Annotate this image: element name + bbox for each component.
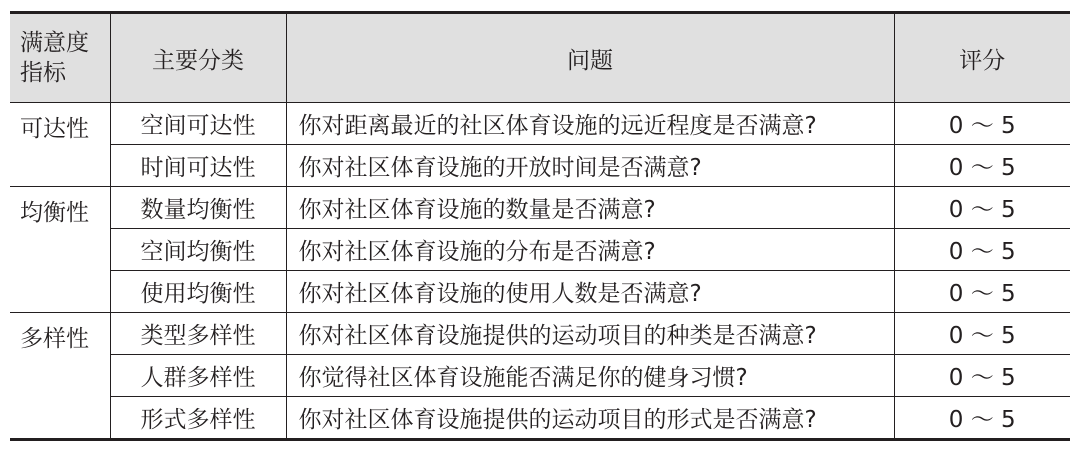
index-cell: 多样性 xyxy=(10,313,110,440)
question-cell: 你对社区体育设施的使用人数是否满意? xyxy=(286,271,894,313)
question-cell: 你对距离最近的社区体育设施的远近程度是否满意? xyxy=(286,103,894,145)
question-cell: 你对社区体育设施提供的运动项目的形式是否满意? xyxy=(286,397,894,440)
score-cell: 0 ～ 5 xyxy=(948,407,1016,433)
score-cell: 0 ～ 5 xyxy=(894,145,1070,187)
score-cell: 0 ～ 5 xyxy=(894,271,1070,313)
table-row xyxy=(10,355,1070,397)
header-category: 主要分类 xyxy=(110,13,286,103)
header-index xyxy=(10,13,110,103)
table-row xyxy=(10,271,1070,313)
question-cell: 你对社区体育设施的数量是否满意? xyxy=(286,187,894,229)
score-cell: 0 ～ 5 xyxy=(894,313,1070,355)
satisfaction-table xyxy=(10,11,1070,441)
question-cell: 你对社区体育设施的开放时间是否满意? xyxy=(286,145,894,187)
score-cell: 0 ～ 5 xyxy=(894,103,1070,145)
header-row xyxy=(10,13,1070,103)
score-cell: 0 ～ 5 xyxy=(894,187,1070,229)
category-cell: 时间可达性 xyxy=(110,145,286,187)
table-row xyxy=(10,313,1070,355)
header-question: 问题 xyxy=(286,13,894,103)
question-cell: 你对社区体育设施提供的运动项目的种类是否满意? xyxy=(286,313,894,355)
category-cell: 形式多样性 xyxy=(110,397,286,440)
satisfaction-table-wrapper xyxy=(10,11,1070,441)
table-row xyxy=(10,103,1070,145)
table-row xyxy=(10,145,1070,187)
category-cell: 人群多样性 xyxy=(110,355,286,397)
header-index-line1: 满意度 xyxy=(20,30,89,56)
score-cell: 0 ～ 5 xyxy=(894,355,1070,397)
category-cell: 类型多样性 xyxy=(110,313,286,355)
table-header xyxy=(10,13,1070,103)
category-cell: 空间均衡性 xyxy=(110,229,286,271)
index-cell: 均衡性 xyxy=(10,187,110,313)
header-index-line2: 指标 xyxy=(20,60,66,86)
question-cell: 你觉得社区体育设施能否满足你的健身习惯? xyxy=(286,355,894,397)
question-cell: 你对社区体育设施的分布是否满意? xyxy=(286,229,894,271)
table-row xyxy=(10,187,1070,229)
table-body xyxy=(10,103,1070,440)
category-cell: 数量均衡性 xyxy=(110,187,286,229)
category-cell: 空间可达性 xyxy=(110,103,286,145)
header-score: 评分 xyxy=(894,13,1070,103)
table-row xyxy=(10,229,1070,271)
table-row xyxy=(10,397,1070,440)
index-cell: 可达性 xyxy=(10,103,110,187)
score-cell: 0 ～ 5 xyxy=(894,229,1070,271)
category-cell: 使用均衡性 xyxy=(110,271,286,313)
